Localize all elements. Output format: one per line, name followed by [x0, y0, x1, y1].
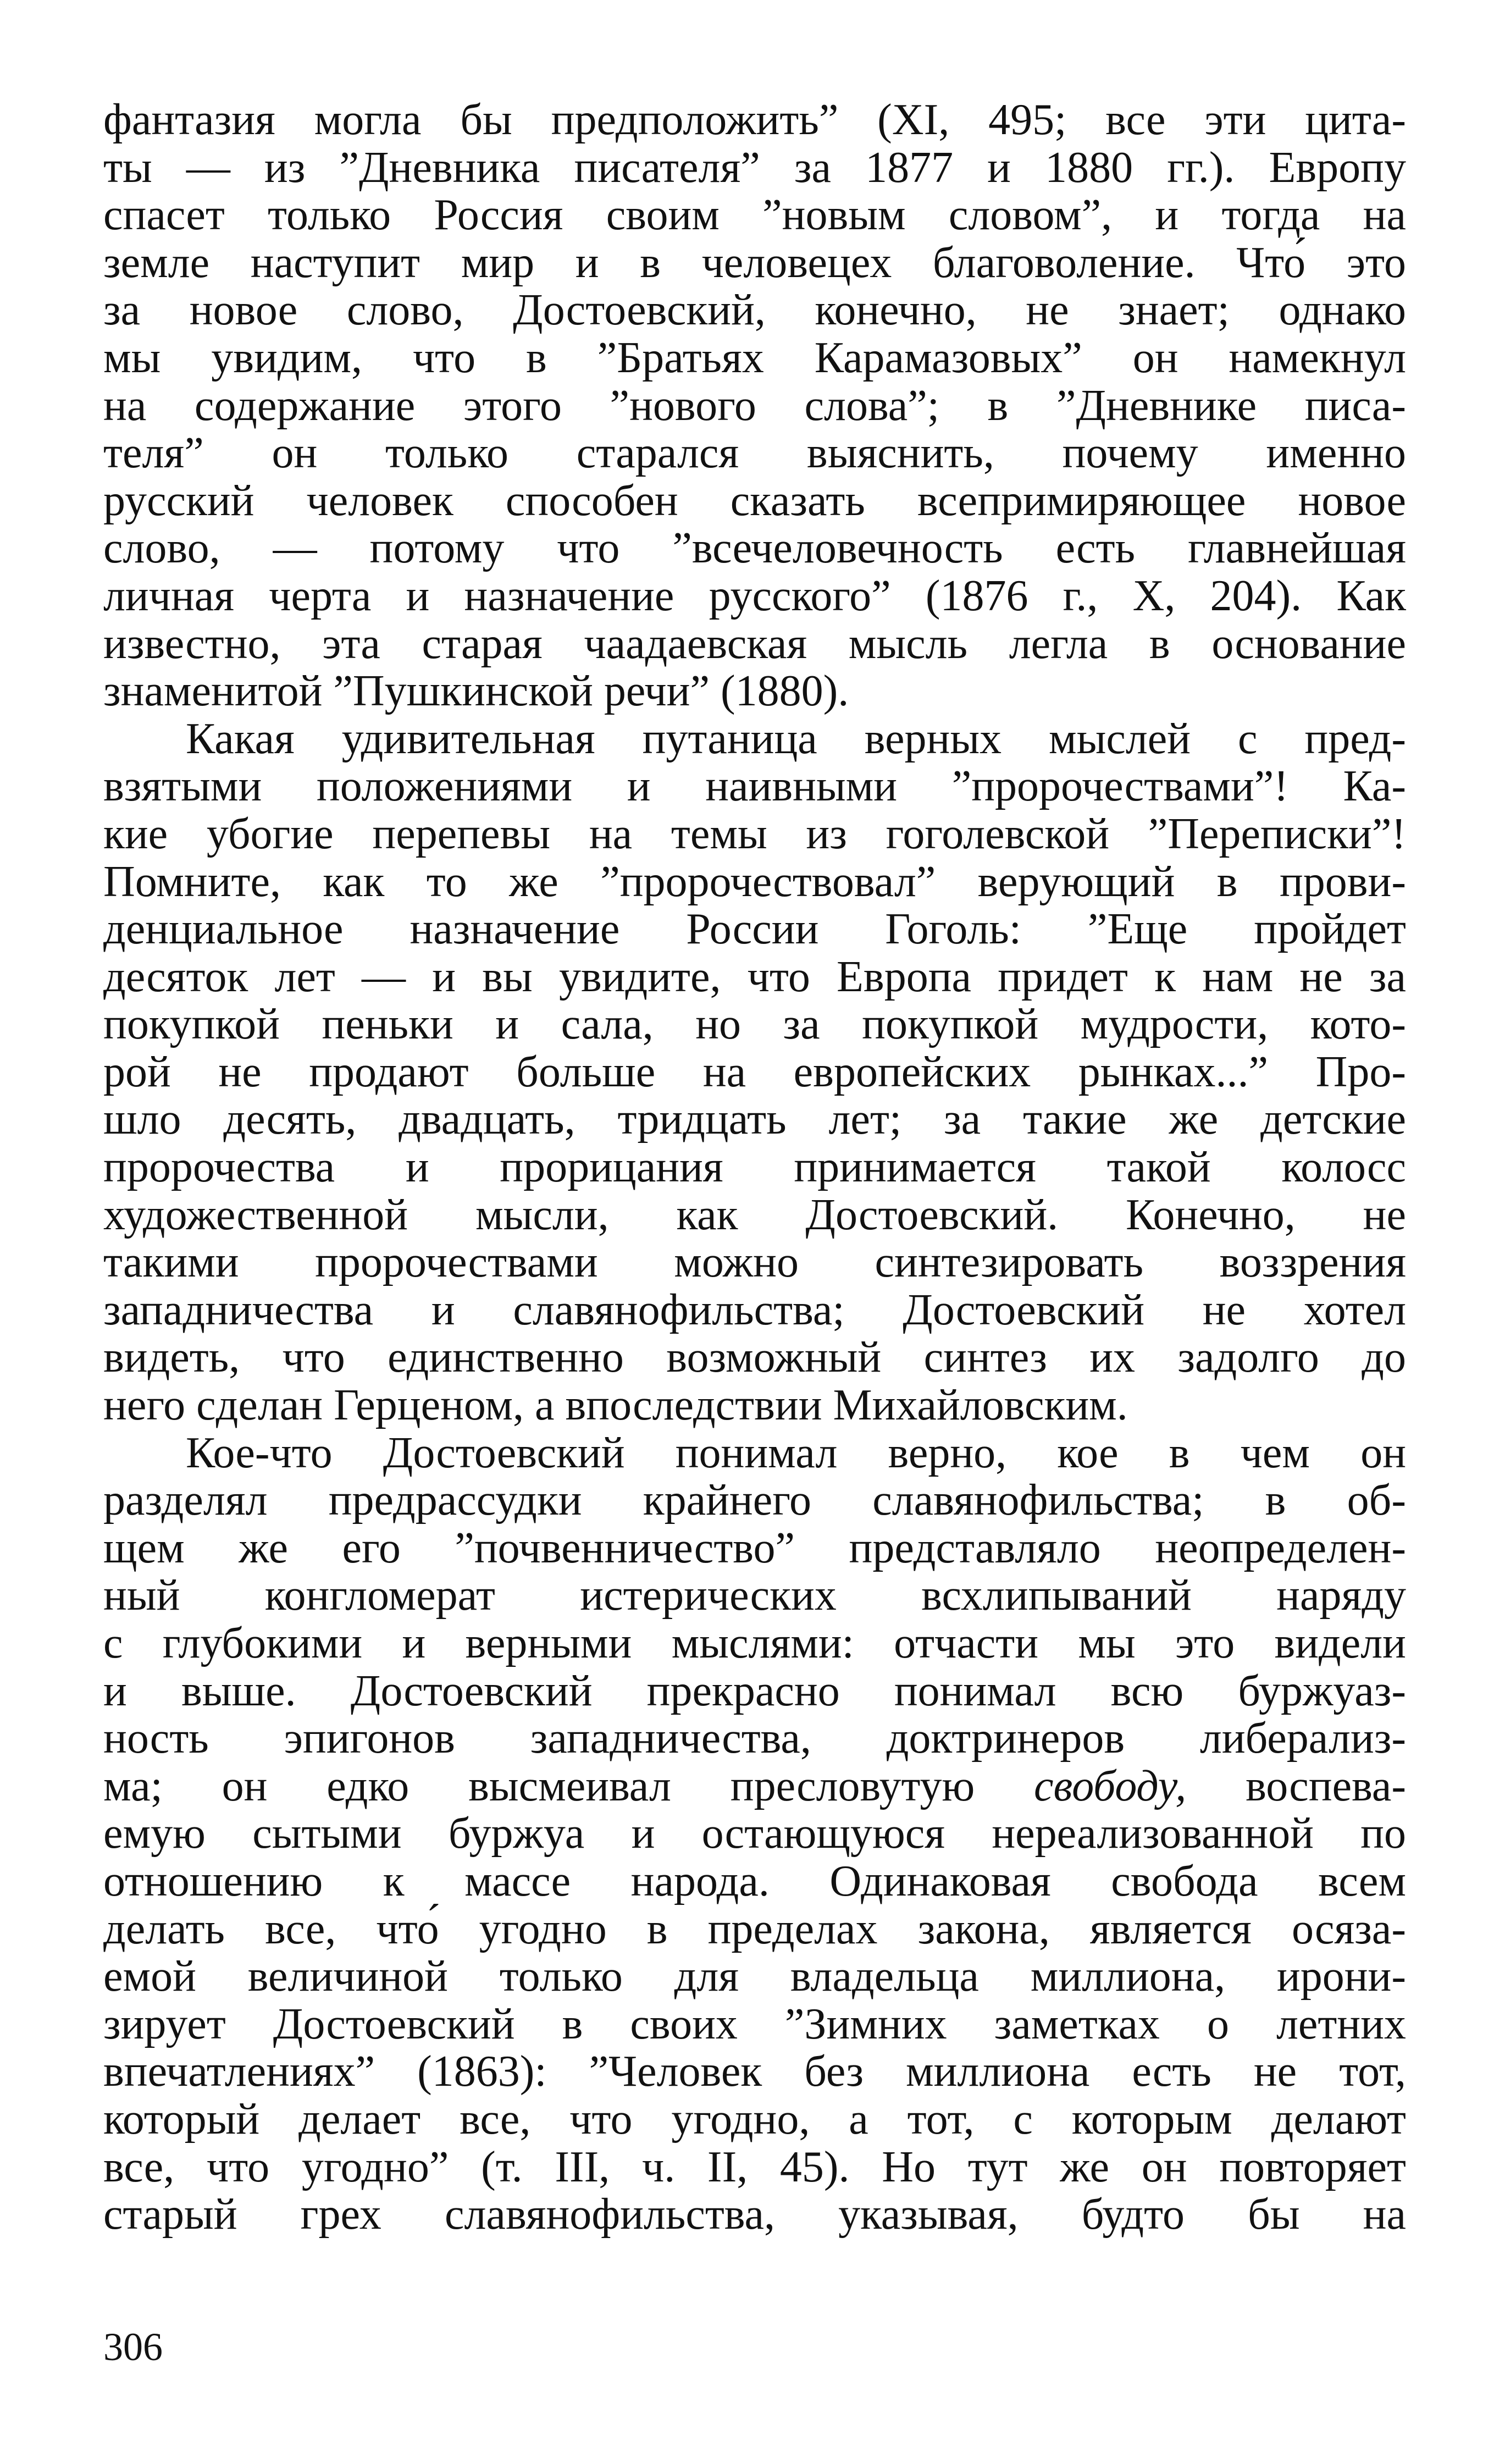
text-line: Помните, как то же ”пророчествовал” верующий в прови- [103, 857, 1406, 906]
text-line: с глубокими и верными мыслями: отчасти мы это видели [103, 1619, 1406, 1667]
text-line: земле наступит мир и в человецех благоволение. Что́ это [103, 238, 1406, 287]
text-line: на содержание этого ”нового слова”; в ”Дневнике писа- [103, 381, 1406, 430]
text-line: который делает все, что угодно, а тот, с которым делают [103, 2095, 1406, 2143]
text-line: Какая удивительная путаница верных мыслей с пред- [186, 714, 1406, 763]
text-line: ты — из ”Дневника писателя” за 1877 и 1880 гг.). Европу [103, 143, 1406, 192]
text-line: шло десять, двадцать, тридцать лет; за такие же детские [103, 1095, 1406, 1144]
text-line: известно, эта старая чаадаевская мысль легла в основание [103, 619, 1406, 668]
text-line: ность эпигонов западничества, доктринеров либерализ- [103, 1714, 1406, 1763]
text-line: теля” он только старался выяснить, почему именно [103, 429, 1406, 478]
emphasis: свободу, [1034, 1761, 1187, 1810]
text-line: разделял предрассудки крайнего славянофильства; в об- [103, 1476, 1406, 1525]
text-line: емой величиной только для владельца миллиона, ирони- [103, 1952, 1406, 2001]
text-line: десяток лет — и вы увидите, что Европа придет к нам не за [103, 952, 1406, 1001]
text-line: личная черта и назначение русского” (1876 г., X, 204). Как [103, 571, 1406, 620]
text-line: рой не продают больше на европейских рынках...” Про- [103, 1047, 1406, 1096]
paragraph [103, 715, 1406, 1429]
paragraph [103, 96, 1406, 715]
paragraph [103, 1429, 1406, 2239]
text-line: делать все, что́ угодно в пределах закона, является осяза- [103, 1904, 1406, 1953]
text-line: отношению к массе народа. Одинаковая свобода всем [103, 1857, 1406, 1905]
text-line: щем же его ”почвенничество” представляло неопределен- [103, 1523, 1406, 1572]
page-number: 306 [103, 2325, 163, 2369]
text-line: мы увидим, что в ”Братьях Карамазовых” он намекнул [103, 333, 1406, 382]
text-line: и выше. Достоевский прекрасно понимал всю буржуаз- [103, 1666, 1406, 1715]
text-line: за новое слово, Достоевский, конечно, не знает; однако [103, 286, 1406, 335]
text-line: старый грех славянофильства, указывая, будто бы на [103, 2190, 1406, 2239]
text-line: зирует Достоевский в своих ”Зимних заметках о летних [103, 1999, 1406, 2048]
text-line: видеть, что единственно возможный синтез их задолго до [103, 1333, 1406, 1382]
text-line: взятыми положениями и наивными ”пророчествами”! Ка- [103, 762, 1406, 811]
text-line: западничества и славянофильства; Достоевский не хотел [103, 1285, 1406, 1334]
text-line: все, что угодно” (т. III, ч. II, 45). Но тут же он повторяет [103, 2142, 1406, 2191]
text-line: такими пророчествами можно синтезировать воззрения [103, 1238, 1406, 1287]
text-line: ма; он едко высмеивал пресловутую свободу, воспева- [103, 1761, 1406, 1810]
text-line: Кое-что Достоевский понимал верно, кое в чем он [186, 1428, 1406, 1477]
text-line: покупкой пеньки и сала, но за покупкой мудрости, кото- [103, 1000, 1406, 1049]
text-line: слово, — потому что ”всечеловечность есть главнейшая [103, 524, 1406, 573]
book-page-text [103, 96, 1406, 2239]
text-line: впечатлениях” (1863): ”Человек без миллиона есть не тот, [103, 2047, 1406, 2096]
text-line: ный конгломерат истерических всхлипываний наряду [103, 1571, 1406, 1620]
text-line: спасет только Россия своим ”новым словом”, и тогда на [103, 191, 1406, 240]
text-line: него сделан Герценом, а впоследствии Михайловским. [103, 1381, 1128, 1430]
text-line: кие убогие перепевы на темы из гоголевской ”Переписки”! [103, 809, 1406, 858]
text-line: пророчества и прорицания принимается такой колосс [103, 1143, 1406, 1192]
text-line: денциальное назначение России Гоголь: ”Еще пройдет [103, 905, 1406, 954]
text-line: фантазия могла бы предположить” (XI, 495; все эти цита- [103, 96, 1406, 144]
text-line: русский человек способен сказать всепримиряющее новое [103, 476, 1406, 525]
text-line: знаменитой ”Пушкинской речи” (1880). [103, 667, 849, 716]
text-line: емую сытыми буржуа и остающуюся нереализованной по [103, 1809, 1406, 1858]
text-line: художественной мысли, как Достоевский. Конечно, не [103, 1190, 1406, 1239]
